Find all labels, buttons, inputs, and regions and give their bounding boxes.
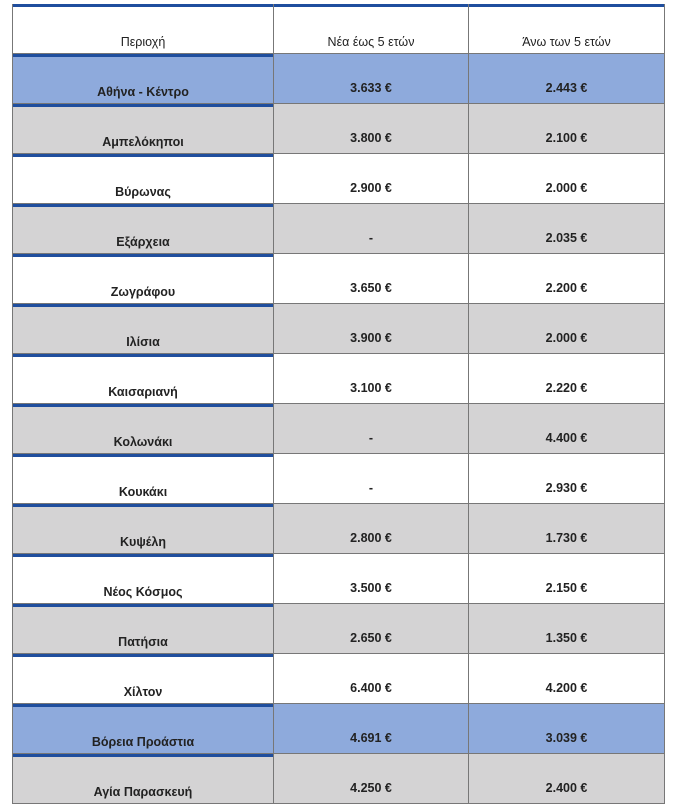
table-row — [13, 304, 665, 354]
row-new-price: 3.500 € — [350, 581, 392, 595]
accent-bar — [13, 104, 273, 107]
table-row — [13, 404, 665, 454]
accent-bar — [13, 604, 273, 607]
row-new-price: - — [368, 481, 374, 495]
row-area-cell — [13, 604, 274, 653]
table-row — [13, 104, 665, 154]
row-old-price: 4.400 € — [545, 431, 588, 445]
header-new-label: Νέα έως 5 ετών — [327, 35, 415, 49]
accent-bar — [13, 154, 273, 157]
accent-bar — [469, 4, 664, 7]
row-old-price: 2.100 € — [545, 131, 588, 145]
row-old-price-cell — [469, 554, 665, 603]
header-old-label: Άνω των 5 ετών — [522, 35, 611, 49]
table-row — [13, 254, 665, 304]
row-new-price-cell — [274, 504, 469, 553]
accent-bar — [13, 4, 273, 7]
table-row — [13, 554, 665, 604]
row-old-price: 2.000 € — [545, 181, 588, 195]
row-area-cell — [13, 54, 274, 103]
row-new-price: - — [368, 431, 374, 445]
row-area: Χίλτον — [123, 685, 163, 699]
row-old-price-cell — [469, 404, 665, 453]
header-region-label: Περιοχή — [120, 35, 166, 49]
table-header-row — [13, 4, 665, 54]
row-area-cell — [13, 754, 274, 803]
table-row — [13, 704, 665, 754]
row-new-price-cell — [274, 654, 469, 703]
accent-bar — [13, 404, 273, 407]
accent-bar — [13, 554, 273, 557]
row-area-cell — [13, 354, 274, 403]
row-new-price: 3.100 € — [350, 381, 392, 395]
row-new-price-cell — [274, 354, 469, 403]
row-area: Ιλίσια — [126, 335, 160, 349]
row-new-price: 3.650 € — [350, 281, 392, 295]
table-row — [13, 54, 665, 104]
accent-bar — [13, 504, 273, 507]
price-table — [12, 4, 665, 804]
table-row — [13, 454, 665, 504]
row-new-price-cell — [274, 204, 469, 253]
row-area: Αθήνα - Κέντρο — [97, 85, 189, 99]
table-body — [13, 54, 665, 804]
row-area-cell — [13, 204, 274, 253]
table-row — [13, 154, 665, 204]
row-old-price: 2.200 € — [545, 281, 588, 295]
accent-bar — [13, 204, 273, 207]
row-area-cell — [13, 154, 274, 203]
row-old-price-cell — [469, 504, 665, 553]
row-new-price: 2.650 € — [350, 631, 392, 645]
row-area: Νέος Κόσμος — [103, 585, 183, 599]
row-old-price-cell — [469, 654, 665, 703]
row-old-price-cell — [469, 454, 665, 503]
header-new — [274, 4, 469, 53]
row-area: Αμπελόκηποι — [102, 135, 184, 149]
row-area-cell — [13, 654, 274, 703]
row-old-price-cell — [469, 604, 665, 653]
row-old-price-cell — [469, 704, 665, 753]
row-old-price: 2.400 € — [545, 781, 588, 795]
row-area: Καισαριανή — [108, 385, 178, 399]
table-row — [13, 604, 665, 654]
accent-bar — [13, 304, 273, 307]
row-new-price: 3.633 € — [350, 81, 392, 95]
row-new-price: 2.900 € — [350, 181, 392, 195]
table-row — [13, 754, 665, 804]
accent-bar — [13, 754, 273, 757]
row-new-price-cell — [274, 54, 469, 103]
accent-bar — [13, 254, 273, 257]
row-old-price: 1.350 € — [545, 631, 588, 645]
row-new-price-cell — [274, 754, 469, 803]
row-old-price-cell — [469, 254, 665, 303]
row-new-price-cell — [274, 604, 469, 653]
row-old-price: 3.039 € — [545, 731, 588, 745]
accent-bar — [13, 354, 273, 357]
table-row — [13, 654, 665, 704]
row-new-price: 3.900 € — [350, 331, 392, 345]
row-area-cell — [13, 554, 274, 603]
row-old-price: 2.930 € — [545, 481, 588, 495]
row-old-price: 2.000 € — [545, 331, 588, 345]
row-area: Αγία Παρασκευή — [93, 785, 193, 799]
row-area: Κολωνάκι — [113, 435, 173, 449]
row-old-price: 1.730 € — [545, 531, 588, 545]
row-old-price: 2.035 € — [545, 231, 588, 245]
row-new-price: 4.250 € — [350, 781, 392, 795]
row-new-price-cell — [274, 104, 469, 153]
row-new-price-cell — [274, 154, 469, 203]
row-old-price: 4.200 € — [545, 681, 588, 695]
row-new-price-cell — [274, 404, 469, 453]
table-row — [13, 504, 665, 554]
row-area: Βόρεια Προάστια — [91, 735, 195, 749]
row-old-price-cell — [469, 354, 665, 403]
row-area-cell — [13, 104, 274, 153]
row-new-price: 4.691 € — [350, 731, 392, 745]
row-area-cell — [13, 304, 274, 353]
row-area-cell — [13, 454, 274, 503]
row-area: Κυψέλη — [120, 535, 166, 549]
row-new-price-cell — [274, 704, 469, 753]
row-area: Εξάρχεια — [116, 235, 170, 249]
row-old-price-cell — [469, 204, 665, 253]
header-old — [469, 4, 665, 53]
row-area-cell — [13, 504, 274, 553]
row-area-cell — [13, 704, 274, 753]
row-new-price-cell — [274, 304, 469, 353]
row-old-price: 2.220 € — [545, 381, 588, 395]
row-old-price-cell — [469, 754, 665, 803]
accent-bar — [13, 454, 273, 457]
accent-bar — [13, 54, 273, 57]
row-old-price-cell — [469, 154, 665, 203]
table-row — [13, 204, 665, 254]
row-new-price: 6.400 € — [350, 681, 392, 695]
header-region — [13, 4, 274, 53]
row-new-price: 2.800 € — [350, 531, 392, 545]
accent-bar — [13, 704, 273, 707]
row-old-price: 2.150 € — [545, 581, 588, 595]
row-area: Πατήσια — [118, 635, 168, 649]
row-area-cell — [13, 404, 274, 453]
row-old-price: 2.443 € — [545, 81, 588, 95]
row-new-price: - — [368, 231, 374, 245]
row-area: Βύρωνας — [115, 185, 171, 199]
accent-bar — [13, 654, 273, 657]
row-old-price-cell — [469, 54, 665, 103]
row-new-price-cell — [274, 454, 469, 503]
row-old-price-cell — [469, 304, 665, 353]
table-row — [13, 354, 665, 404]
row-area: Κουκάκι — [118, 485, 168, 499]
row-new-price-cell — [274, 554, 469, 603]
row-area: Ζωγράφου — [110, 285, 176, 299]
accent-bar — [274, 4, 468, 7]
row-new-price-cell — [274, 254, 469, 303]
row-old-price-cell — [469, 104, 665, 153]
row-area-cell — [13, 254, 274, 303]
row-new-price: 3.800 € — [350, 131, 392, 145]
